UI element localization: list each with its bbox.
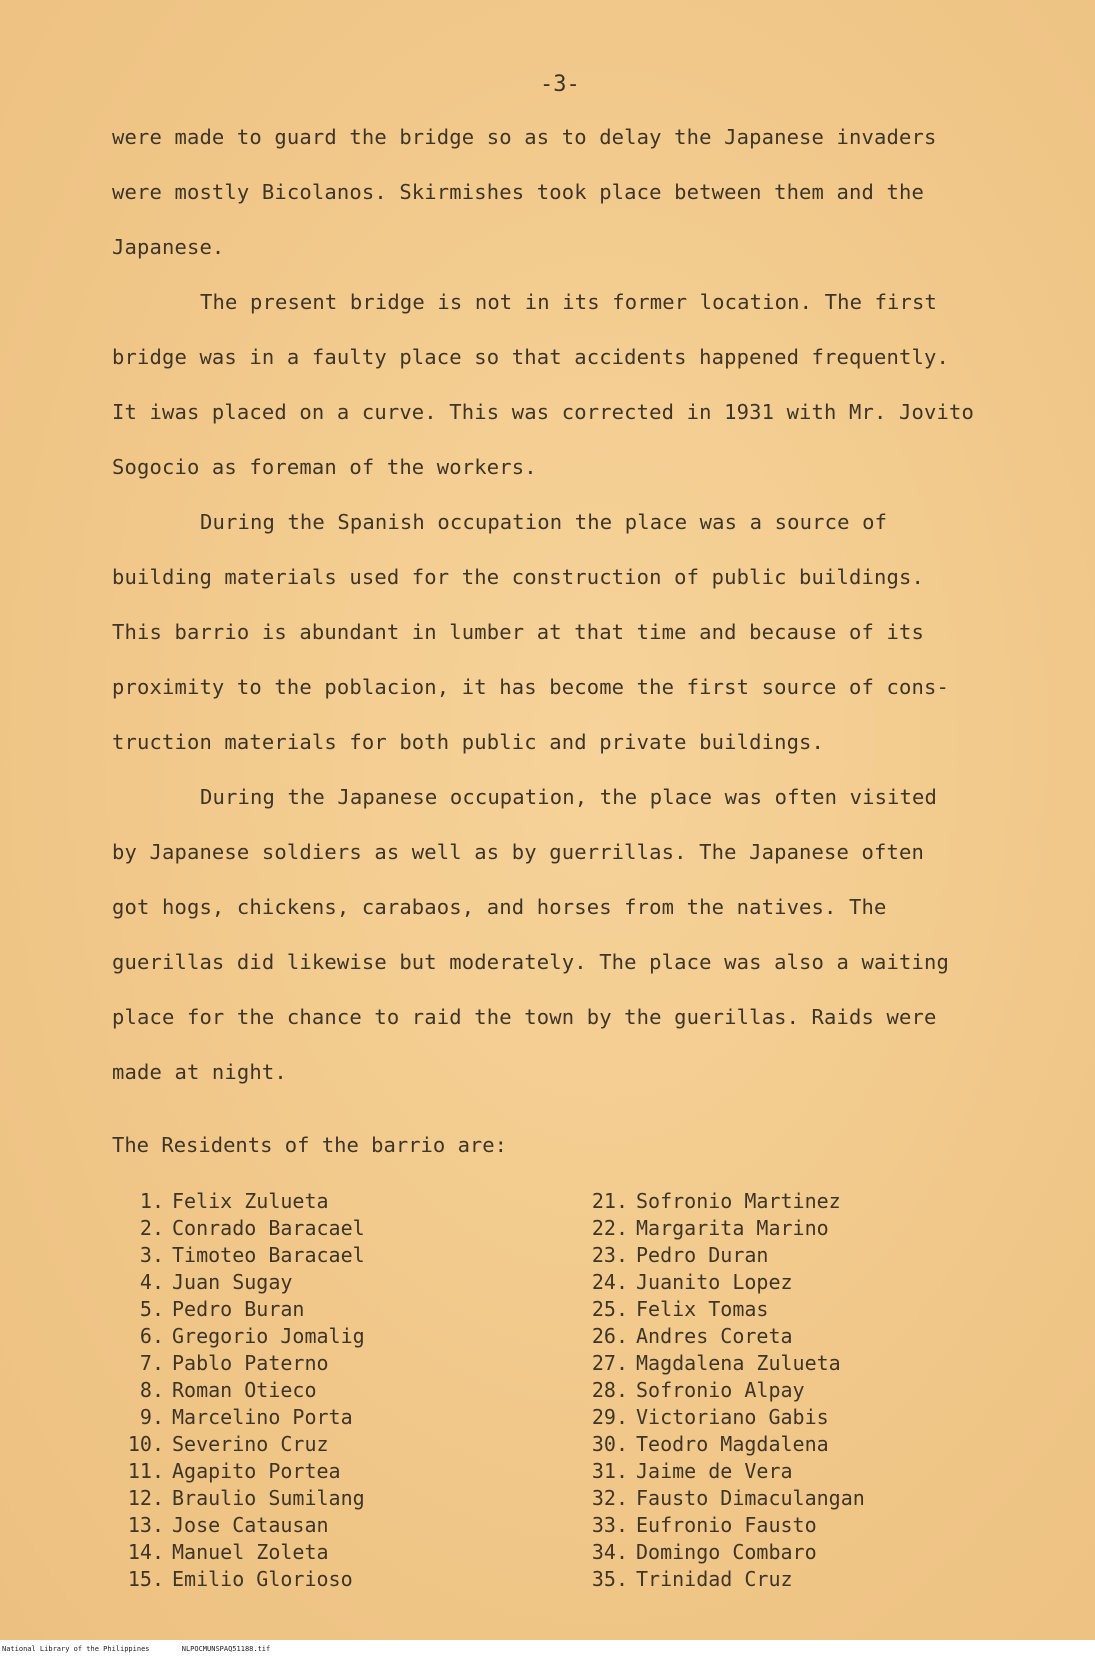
list-item [576, 1458, 865, 1485]
text-line: building materials used for the construction of public buildings. [112, 565, 924, 589]
list-item [112, 1350, 365, 1377]
residents-heading: The Residents of the barrio are: [112, 1133, 507, 1157]
list-item [576, 1404, 865, 1431]
list-item [576, 1188, 865, 1215]
resident-name: Emilio Glorioso [172, 1567, 353, 1591]
item-number: 23. [591, 1243, 628, 1267]
item-number: 9. [139, 1405, 164, 1429]
list-item [112, 1485, 365, 1512]
resident-name: Pablo Paterno [172, 1351, 329, 1375]
list-item [576, 1242, 865, 1269]
resident-name: Sofronio Martinez [636, 1189, 841, 1213]
text-line: The present bridge is not in its former location. The first [200, 290, 938, 314]
list-item [112, 1431, 365, 1458]
list-item [576, 1431, 865, 1458]
library-label: National Library of the Philippines [2, 1645, 150, 1653]
item-number: 21. [591, 1189, 628, 1213]
item-number: 29. [591, 1405, 628, 1429]
text-line: This barrio is abundant in lumber at that time and because of its [112, 620, 924, 644]
text-line: were mostly Bicolanos. Skirmishes took place between them and the [112, 180, 924, 204]
item-number: 27. [591, 1351, 628, 1375]
list-item [576, 1566, 865, 1593]
item-number: 1. [139, 1189, 164, 1213]
resident-name: Roman Otieco [172, 1378, 317, 1402]
resident-name: Eufronio Fausto [636, 1513, 817, 1537]
list-item [112, 1404, 365, 1431]
list-item [112, 1215, 365, 1242]
list-item [112, 1323, 365, 1350]
item-number: 8. [139, 1378, 164, 1402]
text-line: place for the chance to raid the town by the guerillas. Raids were [112, 1005, 937, 1029]
text-line: It iwas placed on a curve. This was corrected in 1931 with Mr. Jovito [112, 400, 974, 424]
residents-list-left [112, 1188, 365, 1593]
item-number: 3. [139, 1243, 164, 1267]
item-number: 26. [591, 1324, 628, 1348]
text-line: were made to guard the bridge so as to delay the Japanese invaders [112, 125, 937, 149]
item-number: 32. [591, 1486, 628, 1510]
item-number: 7. [139, 1351, 164, 1375]
resident-name: Pedro Duran [636, 1243, 769, 1267]
resident-name: Timoteo Baracael [172, 1243, 365, 1267]
resident-name: Teodro Magdalena [636, 1432, 829, 1456]
item-number: 13. [127, 1513, 164, 1537]
text-line: bridge was in a faulty place so that accidents happened frequently. [112, 345, 949, 369]
text-line: Sogocio as foreman of the workers. [112, 455, 537, 479]
item-number: 12. [127, 1486, 164, 1510]
text-line: guerillas did likewise but moderately. The place was also a waiting [112, 950, 949, 974]
resident-name: Andres Coreta [636, 1324, 793, 1348]
resident-name: Braulio Sumilang [172, 1486, 365, 1510]
item-number: 35. [591, 1567, 628, 1591]
list-item [576, 1539, 865, 1566]
list-item [112, 1566, 365, 1593]
list-item [112, 1377, 365, 1404]
list-item [576, 1323, 865, 1350]
resident-name: Agapito Portea [172, 1459, 341, 1483]
resident-name: Gregorio Jomalig [172, 1324, 365, 1348]
page-number: -3- [540, 72, 580, 97]
text-line: During the Spanish occupation the place was a source of [200, 510, 888, 534]
resident-name: Margarita Marino [636, 1216, 829, 1240]
resident-name: Pedro Buran [172, 1297, 305, 1321]
item-number: 6. [139, 1324, 164, 1348]
item-number: 34. [591, 1540, 628, 1564]
item-number: 14. [127, 1540, 164, 1564]
list-item [576, 1377, 865, 1404]
resident-name: Jose Catausan [172, 1513, 329, 1537]
item-number: 28. [591, 1378, 628, 1402]
item-number: 30. [591, 1432, 628, 1456]
scan-footer [0, 1640, 1095, 1658]
list-item [112, 1242, 365, 1269]
text-line: During the Japanese occupation, the place was often visited [200, 785, 938, 809]
item-number: 10. [127, 1432, 164, 1456]
text-line: truction materials for both public and private buildings. [112, 730, 825, 754]
resident-name: Felix Zulueta [172, 1189, 329, 1213]
residents-list-right [576, 1188, 865, 1593]
list-item [576, 1215, 865, 1242]
resident-name: Manuel Zoleta [172, 1540, 329, 1564]
list-item [112, 1539, 365, 1566]
list-item [576, 1296, 865, 1323]
resident-name: Domingo Combaro [636, 1540, 817, 1564]
item-number: 24. [591, 1270, 628, 1294]
list-item [576, 1269, 865, 1296]
text-line: made at night. [112, 1060, 287, 1084]
list-item [576, 1485, 865, 1512]
item-number: 22. [591, 1216, 628, 1240]
resident-name: Jaime de Vera [636, 1459, 793, 1483]
item-number: 25. [591, 1297, 628, 1321]
text-line: proximity to the poblacion, it has become the first source of cons- [112, 675, 949, 699]
text-line: by Japanese soldiers as well as by guerrillas. The Japanese often [112, 840, 924, 864]
text-line: Japanese. [112, 235, 225, 259]
list-item [112, 1269, 365, 1296]
resident-name: Magdalena Zulueta [636, 1351, 841, 1375]
item-number: 33. [591, 1513, 628, 1537]
resident-name: Fausto Dimaculangan [636, 1486, 865, 1510]
resident-name: Juanito Lopez [636, 1270, 793, 1294]
text-line: got hogs, chickens, carabaos, and horses from the natives. The [112, 895, 887, 919]
item-number: 11. [127, 1459, 164, 1483]
item-number: 5. [139, 1297, 164, 1321]
resident-name: Severino Cruz [172, 1432, 329, 1456]
file-label: NLPOCMUNSPAQ51188.tif [181, 1645, 271, 1653]
resident-name: Trinidad Cruz [636, 1567, 793, 1591]
resident-name: Conrado Baracael [172, 1216, 365, 1240]
item-number: 15. [127, 1567, 164, 1591]
item-number: 2. [139, 1216, 164, 1240]
list-item [112, 1512, 365, 1539]
list-item [112, 1188, 365, 1215]
list-item [576, 1512, 865, 1539]
list-item [576, 1350, 865, 1377]
list-item [112, 1296, 365, 1323]
resident-name: Victoriano Gabis [636, 1405, 829, 1429]
body-text [112, 122, 1042, 1112]
resident-name: Juan Sugay [172, 1270, 293, 1294]
resident-name: Felix Tomas [636, 1297, 769, 1321]
item-number: 4. [139, 1270, 164, 1294]
resident-name: Marcelino Porta [172, 1405, 353, 1429]
list-item [112, 1458, 365, 1485]
item-number: 31. [591, 1459, 628, 1483]
resident-name: Sofronio Alpay [636, 1378, 805, 1402]
